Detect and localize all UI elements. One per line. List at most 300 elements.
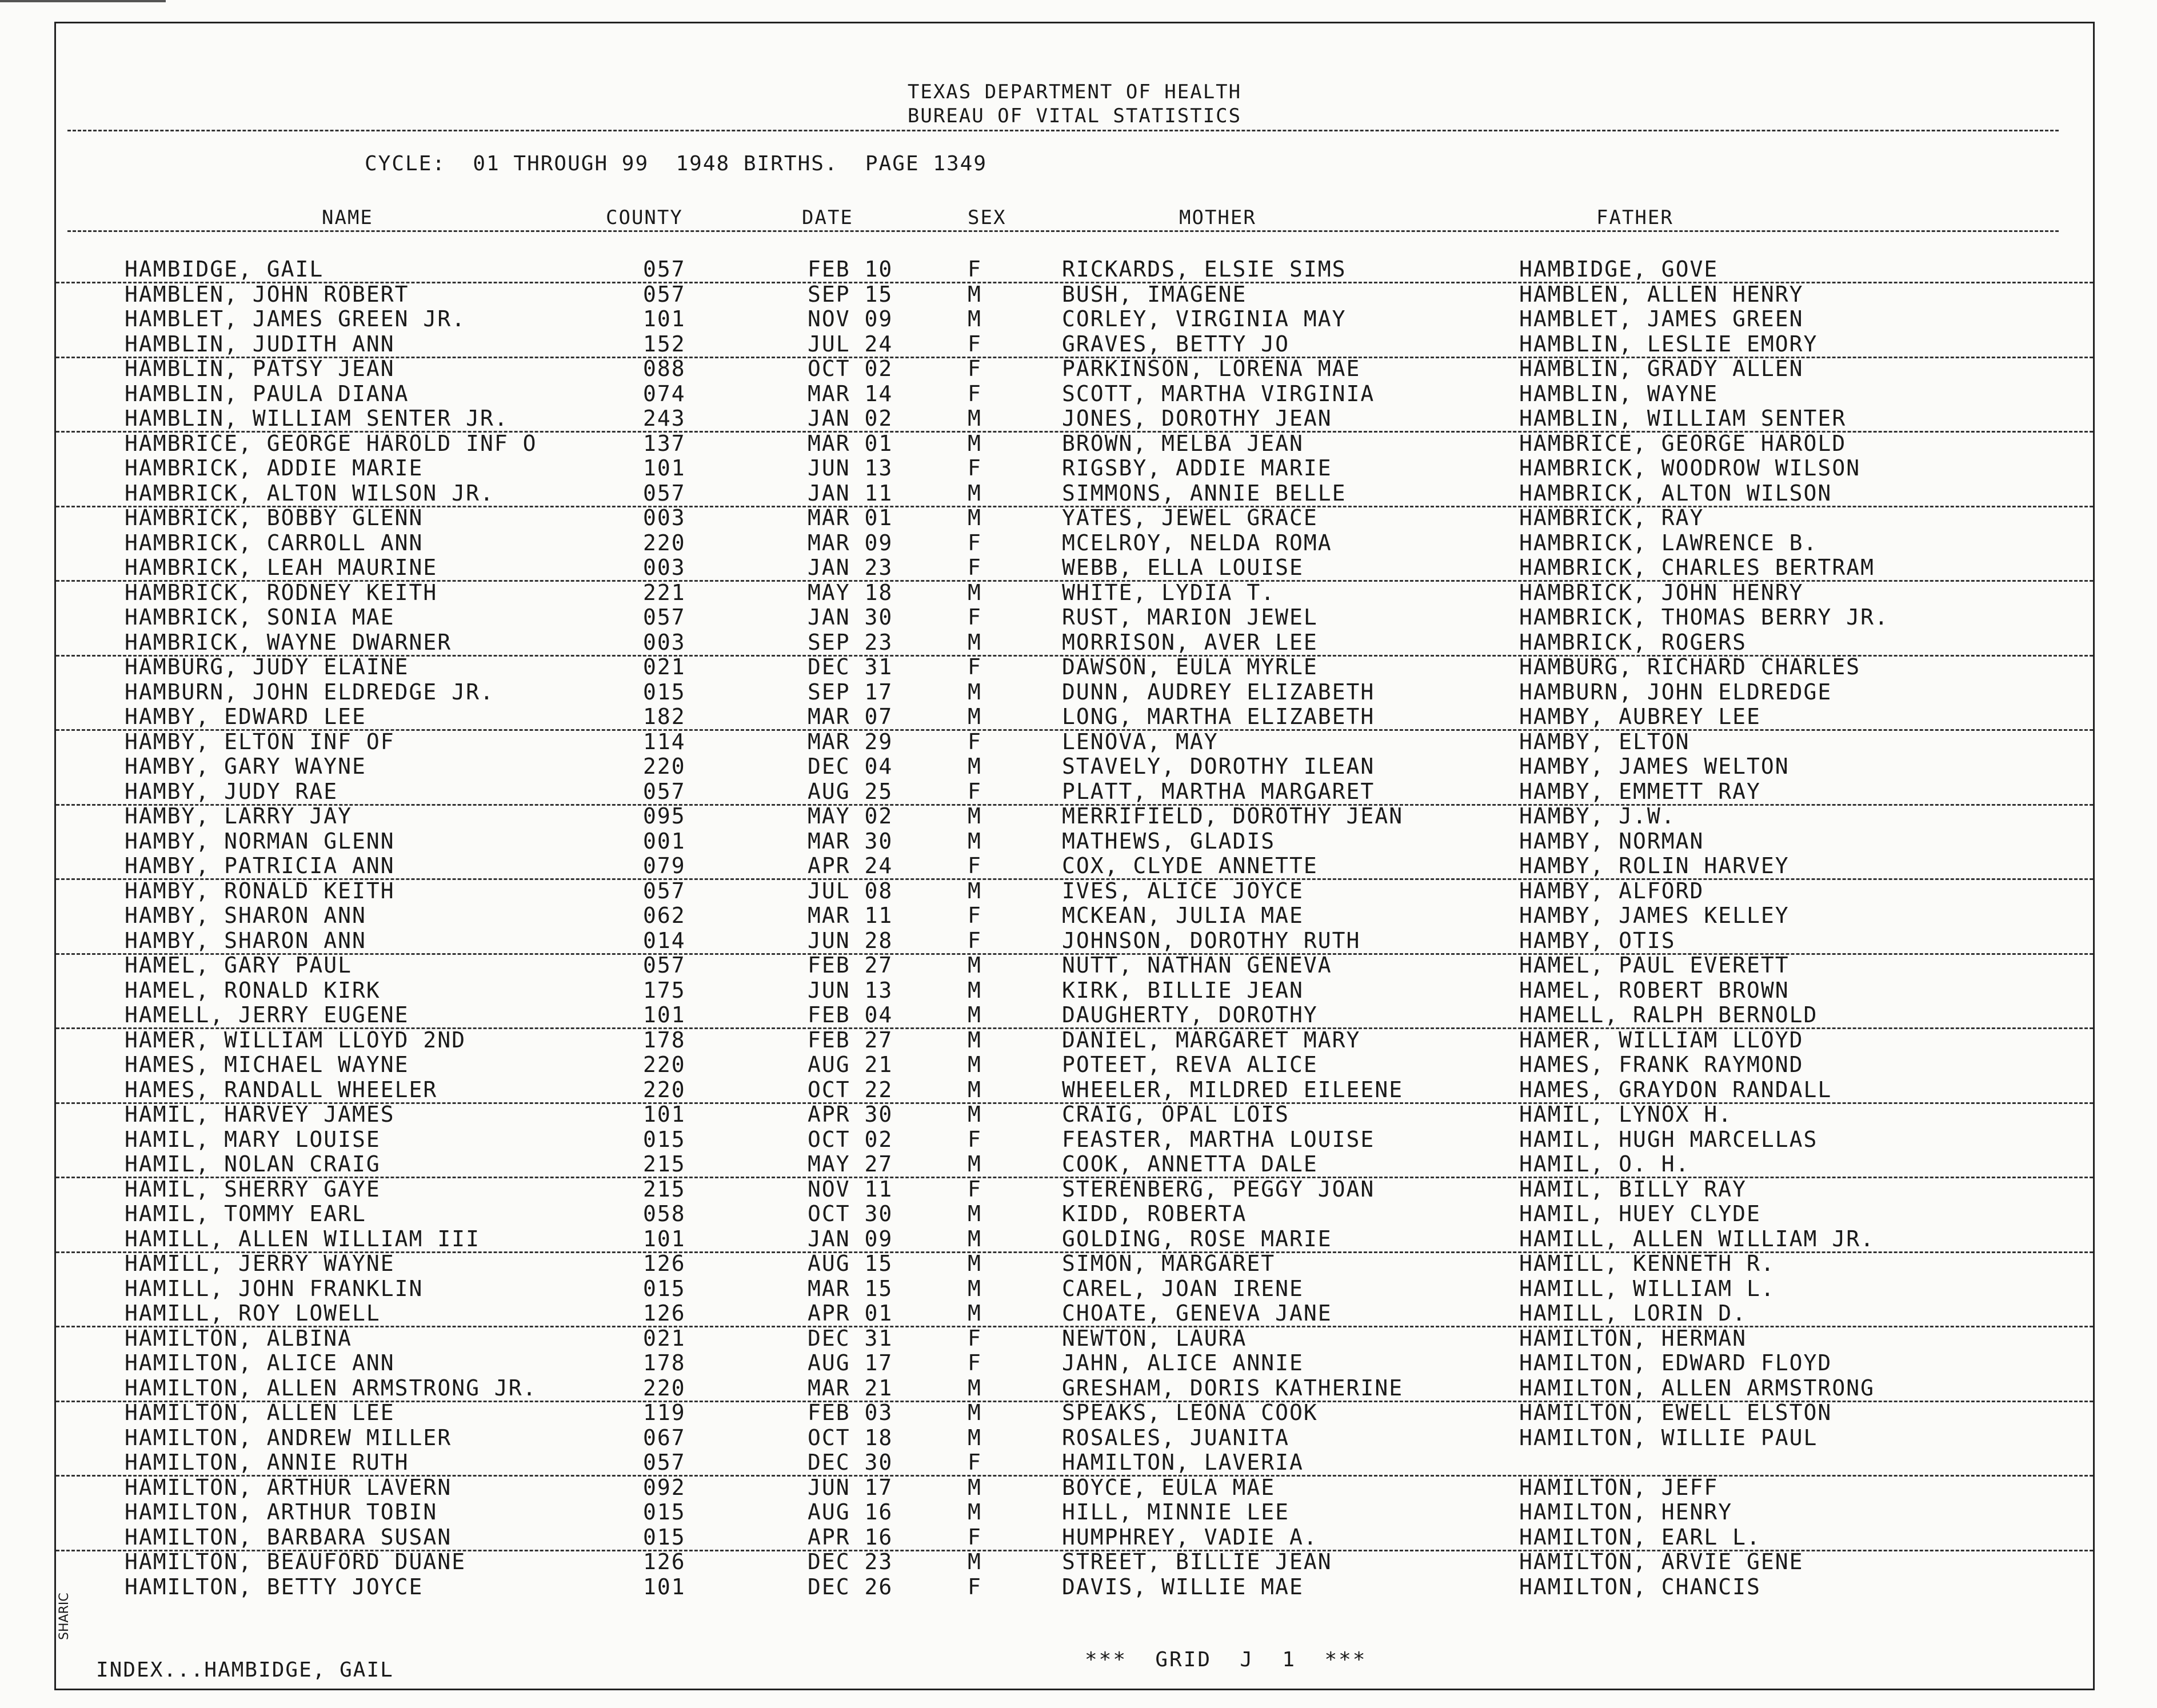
record-mother: DAWSON, EULA MYRLE — [1062, 654, 1318, 679]
record-date: FEB 04 — [808, 1002, 893, 1027]
record-sex: M — [968, 1251, 982, 1276]
record-mother: WEBB, ELLA LOUISE — [1062, 555, 1304, 580]
record-father: HAMBRICK, ALTON WILSON — [1519, 480, 1832, 506]
record-father: HAMIL, LYNOX H. — [1519, 1102, 1733, 1127]
record-mother: JONES, DOROTHY JEAN — [1062, 406, 1332, 431]
record-father: HAMBY, AUBREY LEE — [1519, 704, 1761, 729]
cycle-line: CYCLE: 01 THROUGH 99 1948 BIRTHS. PAGE 1349 — [365, 152, 987, 175]
record-row — [56, 928, 2093, 955]
record-sex: F — [968, 927, 982, 953]
record-row — [56, 679, 2093, 705]
record-father: HAMBLIN, WILLIAM SENTER — [1519, 406, 1847, 431]
record-county: 126 — [643, 1301, 686, 1326]
record-father: HAMBRICK, LAWRENCE B. — [1519, 530, 1818, 555]
record-county: 220 — [643, 530, 686, 555]
record-county: 079 — [643, 853, 686, 878]
record-name: HAMIL, HARVEY JAMES — [125, 1102, 395, 1127]
record-mother: HAMILTON, LAVERIA — [1062, 1450, 1304, 1475]
record-county: 220 — [643, 754, 686, 779]
record-row — [56, 431, 2093, 456]
record-father: HAMILTON, ARVIE GENE — [1519, 1549, 1804, 1574]
record-name: HAMES, MICHAEL WAYNE — [125, 1052, 409, 1077]
record-row — [56, 1027, 2093, 1053]
record-father: HAMBRICE, GEORGE HAROLD — [1519, 430, 1847, 456]
record-row — [56, 978, 2093, 1003]
record-name: HAMBRICK, ALTON WILSON JR. — [125, 480, 494, 506]
record-name: HAMBURN, JOHN ELDREDGE JR. — [125, 679, 494, 705]
record-mother: WHITE, LYDIA T. — [1062, 579, 1276, 605]
record-row — [56, 1400, 2093, 1425]
record-mother: LONG, MARTHA ELIZABETH — [1062, 704, 1375, 729]
record-date: AUG 17 — [808, 1350, 893, 1375]
record-sex: F — [968, 381, 982, 406]
record-name: HAMILL, JERRY WAYNE — [125, 1251, 395, 1276]
record-name: HAMEL, RONALD KIRK — [125, 977, 381, 1003]
record-row — [56, 1450, 2093, 1477]
record-father: HAMER, WILLIAM LLOYD — [1519, 1027, 1804, 1053]
record-name: HAMBRICK, SONIA MAE — [125, 605, 395, 630]
record-sex: M — [968, 1474, 982, 1500]
record-sex: M — [968, 480, 982, 506]
record-county: 057 — [643, 281, 686, 307]
record-date: JUN 13 — [808, 455, 893, 481]
record-date: JUN 13 — [808, 977, 893, 1003]
record-name: HAMELL, JERRY EUGENE — [125, 1002, 409, 1027]
record-father: HAMELL, RALPH BERNOLD — [1519, 1002, 1818, 1027]
record-mother: DUNN, AUDREY ELIZABETH — [1062, 679, 1375, 705]
record-name: HAMBRICK, ADDIE MARIE — [125, 455, 424, 481]
record-sex: M — [968, 579, 982, 605]
record-name: HAMILTON, ANDREW MILLER — [125, 1425, 452, 1450]
record-name: HAMIL, NOLAN CRAIG — [125, 1151, 381, 1177]
record-date: APR 24 — [808, 853, 893, 878]
column-header-county: COUNTY — [606, 206, 683, 229]
record-date: MAY 18 — [808, 579, 893, 605]
record-mother: SCOTT, MARTHA VIRGINIA — [1062, 381, 1375, 406]
record-date: MAR 07 — [808, 704, 893, 729]
column-header-mother: MOTHER — [1179, 206, 1256, 229]
record-name: HAMILTON, BETTY JOYCE — [125, 1574, 424, 1599]
record-sex: M — [968, 878, 982, 903]
record-county: 015 — [643, 1126, 686, 1152]
record-row — [56, 878, 2093, 903]
record-county: 062 — [643, 903, 686, 928]
record-date: OCT 22 — [808, 1077, 893, 1102]
record-name: HAMILL, ROY LOWELL — [125, 1301, 381, 1326]
record-row — [56, 853, 2093, 880]
record-date: JAN 09 — [808, 1226, 893, 1251]
record-mother: FEASTER, MARTHA LOUISE — [1062, 1126, 1375, 1152]
record-row — [56, 953, 2093, 978]
record-father: HAMILL, ALLEN WILLIAM JR. — [1519, 1226, 1875, 1251]
record-row — [56, 331, 2093, 358]
record-row — [56, 1226, 2093, 1253]
record-row — [56, 1251, 2093, 1276]
record-county: 057 — [643, 1450, 686, 1475]
record-mother: YATES, JEWEL GRACE — [1062, 505, 1318, 530]
record-row — [56, 1574, 2093, 1599]
record-father: HAMBIDGE, GOVE — [1519, 257, 1719, 282]
record-row — [56, 1102, 2093, 1127]
record-name: HAMILTON, ALICE ANN — [125, 1350, 395, 1375]
record-date: JAN 30 — [808, 605, 893, 630]
record-row — [56, 779, 2093, 806]
record-father: HAMIL, HUGH MARCELLAS — [1519, 1126, 1818, 1152]
column-header-sex: SEX — [968, 206, 1006, 229]
record-name: HAMBRICK, BOBBY GLENN — [125, 505, 424, 530]
record-date: APR 30 — [808, 1102, 893, 1127]
record-father: HAMILL, WILLIAM L. — [1519, 1275, 1775, 1301]
record-mother: KIDD, ROBERTA — [1062, 1201, 1247, 1226]
column-header-father: FATHER — [1596, 206, 1673, 229]
record-date: MAR 21 — [808, 1375, 893, 1401]
record-father: HAMBRICK, THOMAS BERRY JR. — [1519, 605, 1889, 630]
record-county: 175 — [643, 977, 686, 1003]
record-father: HAMBRICK, RAY — [1519, 505, 1704, 530]
record-name: HAMILTON, BEAUFORD DUANE — [125, 1549, 466, 1574]
record-date: MAY 02 — [808, 803, 893, 829]
record-county: 114 — [643, 729, 686, 754]
record-county: 101 — [643, 1574, 686, 1599]
record-father: HAMBY, OTIS — [1519, 927, 1676, 953]
record-sex: M — [968, 1052, 982, 1077]
record-father: HAMBLIN, GRADY ALLEN — [1519, 356, 1804, 381]
record-sex: M — [968, 1102, 982, 1127]
record-county: 088 — [643, 356, 686, 381]
record-father: HAMBLET, JAMES GREEN — [1519, 306, 1804, 331]
record-sex: M — [968, 1201, 982, 1226]
record-name: HAMBY, ELTON INF OF — [125, 729, 395, 754]
record-mother: SIMON, MARGARET — [1062, 1251, 1276, 1276]
record-father: HAMES, FRANK RAYMOND — [1519, 1052, 1804, 1077]
record-row — [56, 1375, 2093, 1402]
record-father: HAMIL, HUEY CLYDE — [1519, 1201, 1761, 1226]
record-mother: BROWN, MELBA JEAN — [1062, 430, 1304, 456]
record-father: HAMILL, KENNETH R. — [1519, 1251, 1775, 1276]
record-name: HAMBRICK, WAYNE DWARNER — [125, 629, 452, 655]
record-sex: F — [968, 1450, 982, 1475]
record-father: HAMES, GRAYDON RANDALL — [1519, 1077, 1832, 1102]
record-row — [56, 1052, 2093, 1077]
record-sex: F — [968, 331, 982, 357]
record-county: 015 — [643, 1524, 686, 1550]
record-sex: M — [968, 1549, 982, 1574]
record-name: HAMBY, PATRICIA ANN — [125, 853, 395, 878]
record-row — [56, 1002, 2093, 1029]
record-county: 058 — [643, 1201, 686, 1226]
record-county: 003 — [643, 555, 686, 580]
record-date: NOV 11 — [808, 1176, 893, 1202]
record-father: HAMBRICK, ROGERS — [1519, 629, 1747, 655]
record-county: 101 — [643, 1226, 686, 1251]
record-father: HAMBRICK, JOHN HENRY — [1519, 579, 1804, 605]
record-mother: IVES, ALICE JOYCE — [1062, 878, 1304, 903]
record-name: HAMILTON, ALLEN ARMSTRONG JR. — [125, 1375, 537, 1401]
record-row — [56, 1425, 2093, 1450]
record-row — [56, 1549, 2093, 1574]
record-name: HAMBURG, JUDY ELAINE — [125, 654, 409, 679]
record-county: 015 — [643, 679, 686, 705]
record-row — [56, 704, 2093, 731]
record-sex: M — [968, 1226, 982, 1251]
record-mother: SIMMONS, ANNIE BELLE — [1062, 480, 1347, 506]
record-father: HAMBURN, JOHN ELDREDGE — [1519, 679, 1832, 705]
record-mother: STREET, BILLIE JEAN — [1062, 1549, 1332, 1574]
record-county: 220 — [643, 1077, 686, 1102]
record-father: HAMILTON, HENRY — [1519, 1499, 1733, 1525]
bureau-title: BUREAU OF VITAL STATISTICS — [907, 105, 1242, 127]
record-county: 057 — [643, 878, 686, 903]
record-date: MAR 30 — [808, 828, 893, 854]
side-mark: SHARIC — [57, 1593, 71, 1640]
record-mother: MCKEAN, JULIA MAE — [1062, 903, 1304, 928]
record-sex: M — [968, 1275, 982, 1301]
record-sex: M — [968, 1027, 982, 1053]
record-row — [56, 729, 2093, 754]
record-row — [56, 1201, 2093, 1226]
record-county: 215 — [643, 1176, 686, 1202]
record-name: HAMEL, GARY PAUL — [125, 953, 353, 978]
record-mother: DAVIS, WILLIE MAE — [1062, 1574, 1304, 1599]
record-father: HAMBRICK, WOODROW WILSON — [1519, 455, 1861, 481]
record-sex: M — [968, 281, 982, 307]
record-father: HAMILTON, EDWARD FLOYD — [1519, 1350, 1832, 1375]
record-sex: M — [968, 306, 982, 331]
record-date: FEB 10 — [808, 257, 893, 282]
record-row — [56, 306, 2093, 331]
record-row — [56, 1276, 2093, 1301]
record-date: OCT 30 — [808, 1201, 893, 1226]
record-date: APR 01 — [808, 1301, 893, 1326]
record-county: 101 — [643, 455, 686, 481]
record-county: 021 — [643, 654, 686, 679]
record-sex: F — [968, 729, 982, 754]
record-sex: F — [968, 654, 982, 679]
record-date: SEP 15 — [808, 281, 893, 307]
record-mother: JOHNSON, DOROTHY RUTH — [1062, 927, 1361, 953]
record-sex: F — [968, 903, 982, 928]
record-row — [56, 903, 2093, 928]
record-sex: M — [968, 1499, 982, 1525]
record-mother: ROSALES, JUANITA — [1062, 1425, 1290, 1450]
record-name: HAMBIDGE, GAIL — [125, 257, 324, 282]
record-name: HAMILTON, ARTHUR TOBIN — [125, 1499, 438, 1525]
record-county: 178 — [643, 1027, 686, 1053]
record-sex: M — [968, 1375, 982, 1401]
record-sex: F — [968, 853, 982, 878]
record-date: JAN 02 — [808, 406, 893, 431]
record-father: HAMBY, ROLIN HARVEY — [1519, 853, 1789, 878]
record-name: HAMIL, MARY LOUISE — [125, 1126, 381, 1152]
record-father: HAMBY, ALFORD — [1519, 878, 1704, 903]
record-county: 057 — [643, 257, 686, 282]
record-county: 092 — [643, 1474, 686, 1500]
record-sex: M — [968, 1151, 982, 1177]
record-mother: WHEELER, MILDRED EILEENE — [1062, 1077, 1404, 1102]
record-county: 015 — [643, 1499, 686, 1525]
record-row — [56, 803, 2093, 829]
record-mother: MORRISON, AVER LEE — [1062, 629, 1318, 655]
record-date: MAR 01 — [808, 505, 893, 530]
record-mother: CORLEY, VIRGINIA MAY — [1062, 306, 1347, 331]
record-father: HAMBY, JAMES WELTON — [1519, 754, 1789, 779]
record-sex: M — [968, 505, 982, 530]
record-father: HAMBURG, RICHARD CHARLES — [1519, 654, 1861, 679]
record-sex: F — [968, 555, 982, 580]
record-row — [56, 1499, 2093, 1525]
record-county: 182 — [643, 704, 686, 729]
record-sex: M — [968, 430, 982, 456]
record-father: HAMILL, LORIN D. — [1519, 1301, 1747, 1326]
record-row — [56, 406, 2093, 433]
record-mother: RICKARDS, ELSIE SIMS — [1062, 257, 1347, 282]
record-sex: F — [968, 1350, 982, 1375]
record-date: MAY 27 — [808, 1151, 893, 1177]
record-sex: M — [968, 803, 982, 829]
record-mother: PARKINSON, LORENA MAE — [1062, 356, 1361, 381]
record-date: OCT 02 — [808, 1126, 893, 1152]
record-name: HAMBRICK, CARROLL ANN — [125, 530, 424, 555]
record-row — [56, 505, 2093, 530]
column-header-rule — [67, 230, 2059, 232]
record-father: HAMBLIN, LESLIE EMORY — [1519, 331, 1818, 357]
record-sex: F — [968, 455, 982, 481]
record-mother: HILL, MINNIE LEE — [1062, 1499, 1290, 1525]
record-date: DEC 31 — [808, 654, 893, 679]
record-date: MAR 29 — [808, 729, 893, 754]
record-row — [56, 1525, 2093, 1551]
record-name: HAMILTON, ALBINA — [125, 1325, 353, 1351]
record-father: HAMILTON, ALLEN ARMSTRONG — [1519, 1375, 1875, 1401]
record-county: 243 — [643, 406, 686, 431]
record-father: HAMBY, JAMES KELLEY — [1519, 903, 1789, 928]
record-name: HAMILTON, ARTHUR LAVERN — [125, 1474, 452, 1500]
record-sex: F — [968, 1574, 982, 1599]
record-father: HAMILTON, EWELL ELSTON — [1519, 1400, 1832, 1425]
record-mother: NUTT, NATHAN GENEVA — [1062, 953, 1332, 978]
record-father: HAMEL, ROBERT BROWN — [1519, 977, 1789, 1003]
record-row — [56, 1326, 2093, 1351]
record-date: APR 16 — [808, 1524, 893, 1550]
record-sex: F — [968, 356, 982, 381]
record-name: HAMBY, EDWARD LEE — [125, 704, 366, 729]
record-father: HAMBLEN, ALLEN HENRY — [1519, 281, 1804, 307]
record-father: HAMIL, O. H. — [1519, 1151, 1690, 1177]
record-name: HAMER, WILLIAM LLOYD 2ND — [125, 1027, 466, 1053]
record-sex: M — [968, 629, 982, 655]
record-father: HAMILTON, WILLIE PAUL — [1519, 1425, 1818, 1450]
record-county: 003 — [643, 629, 686, 655]
record-mother: DAUGHERTY, DOROTHY — [1062, 1002, 1318, 1027]
record-date: SEP 23 — [808, 629, 893, 655]
record-mother: JAHN, ALICE ANNIE — [1062, 1350, 1304, 1375]
record-father: HAMBY, J.W. — [1519, 803, 1676, 829]
record-date: DEC 04 — [808, 754, 893, 779]
record-sex: F — [968, 605, 982, 630]
record-father: HAMILTON, CHANCIS — [1519, 1574, 1761, 1599]
record-county: 057 — [643, 953, 686, 978]
record-date: JUN 17 — [808, 1474, 893, 1500]
record-name: HAMBRICK, LEAH MAURINE — [125, 555, 438, 580]
record-mother: SPEAKS, LEONA COOK — [1062, 1400, 1318, 1425]
record-row — [56, 654, 2093, 679]
record-county: 015 — [643, 1275, 686, 1301]
record-mother: LENOVA, MAY — [1062, 729, 1219, 754]
record-date: FEB 03 — [808, 1400, 893, 1425]
record-mother: GRAVES, BETTY JO — [1062, 331, 1290, 357]
record-row — [56, 1177, 2093, 1202]
record-mother: MCELROY, NELDA ROMA — [1062, 530, 1332, 555]
record-date: DEC 30 — [808, 1450, 893, 1475]
record-row — [56, 1151, 2093, 1178]
record-date: NOV 09 — [808, 306, 893, 331]
record-father: HAMILTON, EARL L. — [1519, 1524, 1761, 1550]
record-father: HAMBRICK, CHARLES BERTRAM — [1519, 555, 1875, 580]
record-sex: F — [968, 1176, 982, 1202]
record-sex: M — [968, 1077, 982, 1102]
record-mother: DANIEL, MARGARET MARY — [1062, 1027, 1361, 1053]
record-county: 057 — [643, 778, 686, 804]
record-name: HAMBRICE, GEORGE HAROLD INF O — [125, 430, 537, 456]
record-name: HAMBY, SHARON ANN — [125, 903, 366, 928]
record-father: HAMBLIN, WAYNE — [1519, 381, 1719, 406]
record-sex: F — [968, 1126, 982, 1152]
record-date: MAR 09 — [808, 530, 893, 555]
record-county: 220 — [643, 1375, 686, 1401]
record-mother: POTEET, REVA ALICE — [1062, 1052, 1318, 1077]
record-county: 215 — [643, 1151, 686, 1177]
record-date: JAN 11 — [808, 480, 893, 506]
record-county: 221 — [643, 579, 686, 605]
record-father: HAMBY, ELTON — [1519, 729, 1690, 754]
record-row — [56, 282, 2093, 307]
record-name: HAMBY, GARY WAYNE — [125, 754, 366, 779]
record-mother: GOLDING, ROSE MARIE — [1062, 1226, 1332, 1251]
record-father: HAMBY, EMMETT RAY — [1519, 778, 1761, 804]
record-county: 057 — [643, 480, 686, 506]
document-page — [54, 22, 2095, 1690]
record-sex: M — [968, 406, 982, 431]
record-row — [56, 481, 2093, 507]
record-row — [56, 754, 2093, 779]
record-date: MAR 11 — [808, 903, 893, 928]
record-mother: MATHEWS, GLADIS — [1062, 828, 1276, 854]
record-row — [56, 381, 2093, 406]
record-sex: M — [968, 1400, 982, 1425]
record-county: 126 — [643, 1549, 686, 1574]
record-date: AUG 25 — [808, 778, 893, 804]
record-mother: COOK, ANNETTA DALE — [1062, 1151, 1318, 1177]
record-date: MAR 01 — [808, 430, 893, 456]
record-row — [56, 1077, 2093, 1104]
record-date: OCT 02 — [808, 356, 893, 381]
record-date: AUG 16 — [808, 1499, 893, 1525]
record-date: SEP 17 — [808, 679, 893, 705]
record-father: HAMBY, NORMAN — [1519, 828, 1704, 854]
record-date: AUG 15 — [808, 1251, 893, 1276]
record-name: HAMBLIN, WILLIAM SENTER JR. — [125, 406, 509, 431]
record-name: HAMILTON, ALLEN LEE — [125, 1400, 395, 1425]
department-title: TEXAS DEPARTMENT OF HEALTH — [907, 81, 1242, 103]
record-mother: CAREL, JOAN IRENE — [1062, 1275, 1304, 1301]
record-name: HAMES, RANDALL WHEELER — [125, 1077, 438, 1102]
record-mother: BOYCE, EULA MAE — [1062, 1474, 1276, 1500]
record-county: 014 — [643, 927, 686, 953]
record-father: HAMEL, PAUL EVERETT — [1519, 953, 1789, 978]
record-mother: BUSH, IMAGENE — [1062, 281, 1247, 307]
record-row — [56, 1475, 2093, 1500]
record-mother: RUST, MARION JEWEL — [1062, 605, 1318, 630]
